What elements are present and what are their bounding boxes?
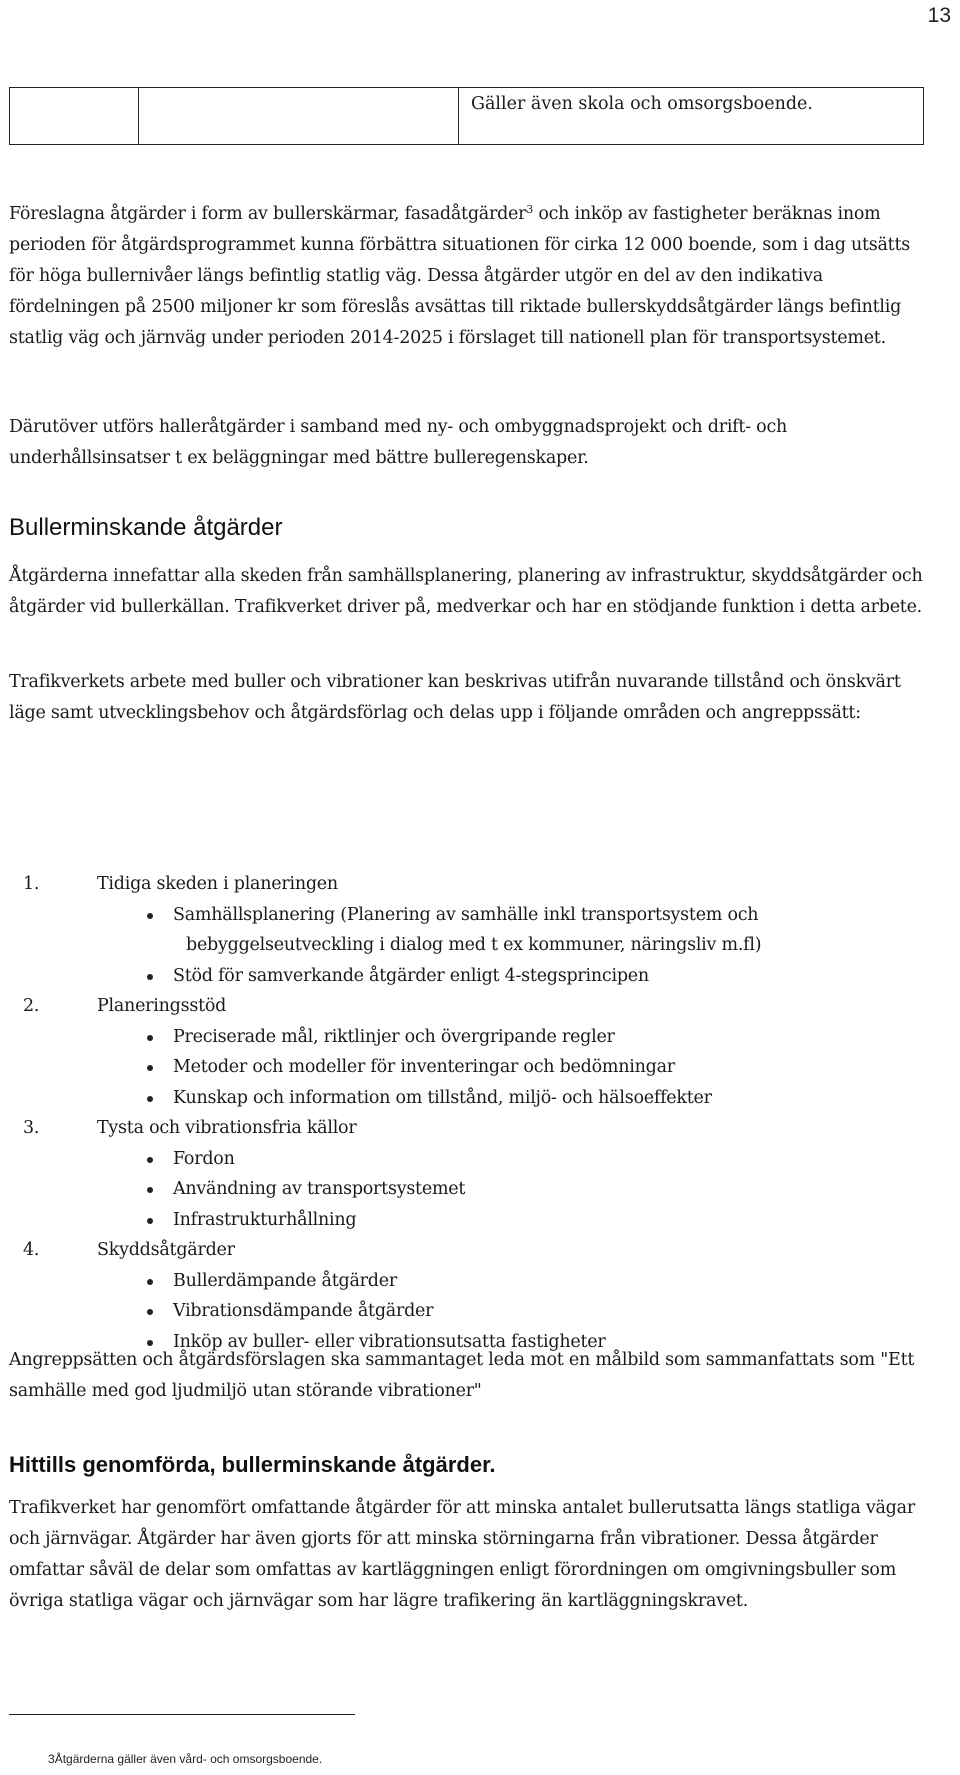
paragraph-completed-measures: Trafikverket har genomfört omfattande åtgärder för att minska antalet bullerutsatta längs statliga vägar och järnvägar. Åtgärder har även gjorts för att minska störningarna från vibrationer. Dessa åtgärder omfattar såväl de delar som omfattas av kartläggningen enligt förordningen om omgivningsbuller som övriga statliga vägar och järnvägar som har lägre trafikering än kartläggningskravet. [9, 1498, 915, 1611]
footnote [48, 1752, 322, 1766]
bullet-text-continuation: bebyggelseutveckling i dialog med t ex kommuner, näringsliv m.fl) [186, 935, 762, 955]
bullet-item: Inköp av buller- eller vibrationsutsatta fastigheter [97, 1327, 934, 1358]
paragraph-target-vision: Angreppsätten och åtgärdsförslagen ska sammantaget leda mot en målbild som sammanfattats som "Ett samhälle med god ljudmiljö utan störande vibrationer" [9, 1350, 915, 1401]
paragraph-text: och inköp av fastigheter beräknas inom perioden för åtgärdsprogrammet kunna förbättra situationen för cirka 12 000 boende, som i dag utsätts för höga bullernivåer längs befintlig statlig väg. Dessa åtgärder utgör en del av den indikativa fördelningen på 2500 miljoner kr som föreslås avsättas till riktade bullerskyddsåtgärder längs befintlig statlig väg och järnväg under perioden 2014-2025 i förslaget till nationell plan för transportsystemet. [9, 204, 910, 348]
paragraph-additional-measures: Därutöver utförs halleråtgärder i samband med ny- och ombyggnadsprojekt och drift- och underhållsinsatser t ex beläggningar med bättre bulleregenskaper. [9, 417, 788, 468]
list-item [9, 869, 934, 991]
bullet-list [97, 1266, 934, 1358]
bullet-item: Fordon [97, 1144, 934, 1175]
bullet-item: Metoder och modeller för inventeringar och bedömningar [97, 1052, 934, 1083]
list-item [9, 1235, 934, 1357]
top-table [9, 87, 924, 145]
table-cell-empty-2 [139, 88, 459, 145]
list-item-title: Skyddsåtgärder [97, 1240, 235, 1260]
table-cell-empty-1 [10, 88, 139, 145]
table-row [10, 88, 924, 145]
paragraph-proposed-measures [9, 194, 934, 354]
list-number: 2. [23, 996, 40, 1016]
bullet-item [97, 900, 934, 961]
bullet-item: Vibrationsdämpande åtgärder [97, 1296, 934, 1327]
page-number: 13 [927, 4, 951, 27]
footnote-reference: 3 [526, 203, 533, 216]
paragraph-text: Föreslagna åtgärder i form av bullerskärmar, fasadåtgärder [9, 204, 527, 224]
list-number: 1. [23, 874, 40, 894]
bullet-item: Kunskap och information om tillstånd, miljö- och hälsoeffekter [97, 1083, 934, 1114]
paragraph-measures-scope: Åtgärderna innefattar alla skeden från samhällsplanering, planering av infrastruktur, skyddsåtgärder och åtgärder vid bullerkällan. Trafikverket driver på, medverkar och har en stödjande funktion i detta arbete. [9, 566, 923, 617]
list-number: 4. [23, 1240, 40, 1260]
list-item-title: Planeringsstöd [97, 996, 227, 1016]
footnote-number: 3 [48, 1752, 55, 1766]
bullet-list [97, 1144, 934, 1236]
footnote-divider [9, 1714, 355, 1715]
bullet-item: Bullerdämpande åtgärder [97, 1266, 934, 1297]
footnote-text: Åtgärderna gäller även vård- och omsorgsboende. [54, 1752, 323, 1766]
bullet-item: Användning av transportsystemet [97, 1174, 934, 1205]
bullet-text: Samhällsplanering (Planering av samhälle inkl transportsystem och [173, 904, 759, 925]
heading-completed-measures: Hittills genomförda, bullerminskande åtgärder. [9, 1452, 496, 1477]
heading-noise-reduction: Bullerminskande åtgärder [9, 514, 283, 541]
areas-list [9, 869, 934, 1357]
table-cell-note: Gäller även skola och omsorgsboende. [459, 88, 924, 145]
list-item-title: Tysta och vibrationsfria källor [97, 1118, 357, 1138]
list-item-title: Tidiga skeden i planeringen [97, 874, 338, 894]
bullet-list [97, 900, 934, 992]
list-number: 3. [23, 1118, 40, 1138]
list-item [9, 1113, 934, 1235]
bullet-item: Stöd för samverkande åtgärder enligt 4-stegsprincipen [97, 961, 934, 992]
list-item [9, 991, 934, 1113]
bullet-item: Preciserade mål, riktlinjer och övergripande regler [97, 1022, 934, 1053]
bullet-list [97, 1022, 934, 1114]
bullet-item: Infrastrukturhållning [97, 1205, 934, 1236]
paragraph-work-description: Trafikverkets arbete med buller och vibrationer kan beskrivas utifrån nuvarande tillstånd och önskvärt läge samt utvecklingsbehov och åtgärdsförlag och delas upp i följande områden och angreppssätt: [9, 672, 901, 723]
